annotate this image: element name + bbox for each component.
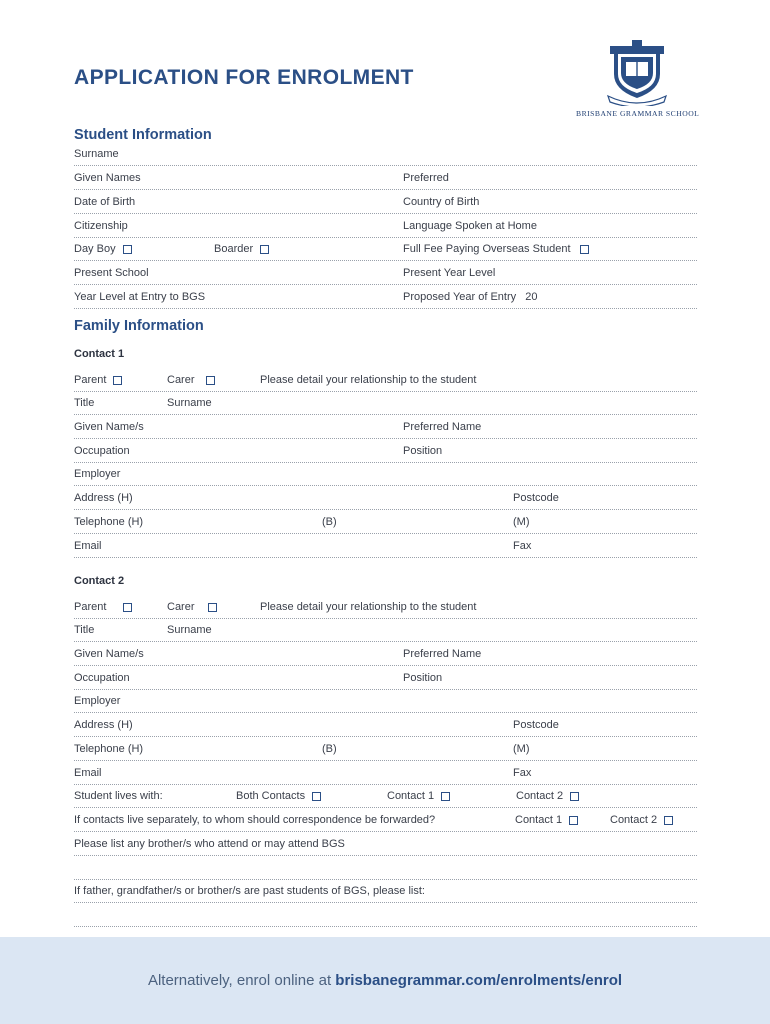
both-contacts-label: Both Contacts bbox=[236, 790, 306, 802]
lives-with-contact-2-checkbox[interactable] bbox=[570, 792, 579, 801]
given-names-label: Given Name/s bbox=[74, 421, 144, 433]
contact-2-carer-option[interactable] bbox=[167, 601, 217, 614]
brothers-label: Please list any brother/s who attend or may attend BGS bbox=[74, 838, 345, 850]
contact-1-parent-checkbox[interactable] bbox=[113, 376, 122, 385]
contact-2-relationship-label: Please detail your relationship to the student bbox=[260, 601, 477, 613]
title-label: Title bbox=[74, 624, 95, 636]
contact-1-heading: Contact 1 bbox=[74, 348, 125, 360]
address-label: Address (H) bbox=[74, 492, 133, 504]
correspondence-contact-2-checkbox[interactable] bbox=[664, 816, 673, 825]
email-label: Email bbox=[74, 540, 102, 552]
preferred-label: Preferred bbox=[403, 172, 449, 184]
contact-1-relationship-label: Please detail your relationship to the student bbox=[260, 374, 477, 386]
dob-row[interactable] bbox=[74, 193, 697, 214]
past-students-blank-line[interactable] bbox=[74, 904, 697, 927]
lives-with-contact-1-option[interactable] bbox=[387, 790, 450, 803]
telephone-home-label: Telephone (H) bbox=[74, 516, 144, 528]
lives-with-both-checkbox[interactable] bbox=[312, 792, 321, 801]
enrolment-type-row bbox=[74, 240, 697, 261]
occupation-label: Occupation bbox=[74, 445, 130, 457]
employer-label: Employer bbox=[74, 468, 121, 480]
carer-label: Carer bbox=[167, 601, 195, 613]
parent-label: Parent bbox=[74, 374, 107, 386]
contact-2-label: Contact 2 bbox=[516, 790, 564, 802]
present-school-row[interactable] bbox=[74, 264, 697, 285]
contact-1-parent-option[interactable] bbox=[74, 374, 122, 387]
contact-1-carer-checkbox[interactable] bbox=[206, 376, 215, 385]
surname-label: Surname bbox=[167, 397, 212, 409]
past-students-label: If father, grandfather/s or brother/s are past students of BGS, please list: bbox=[74, 885, 425, 897]
boarder-option[interactable] bbox=[214, 243, 269, 256]
school-logo bbox=[576, 40, 698, 120]
correspondence-contact-1-checkbox[interactable] bbox=[569, 816, 578, 825]
contact-1-type-row bbox=[74, 371, 697, 392]
contact-1-label: Contact 1 bbox=[387, 790, 435, 802]
past-students-row[interactable] bbox=[74, 882, 697, 903]
brothers-blank-line[interactable] bbox=[74, 857, 697, 880]
contact-2-occupation-row[interactable] bbox=[74, 669, 697, 690]
telephone-mobile-label: (M) bbox=[513, 516, 530, 528]
enrol-online-link[interactable]: brisbanegrammar.com/enrolments/enrol bbox=[335, 972, 623, 989]
given-names-label: Given Names bbox=[74, 172, 141, 184]
contact-1-title-row[interactable] bbox=[74, 394, 697, 415]
carer-label: Carer bbox=[167, 374, 195, 386]
title-label: Title bbox=[74, 397, 95, 409]
contact-2-address-row[interactable] bbox=[74, 716, 697, 737]
contact-2-carer-checkbox[interactable] bbox=[208, 603, 217, 612]
year-entry-label: Year Level at Entry to BGS bbox=[74, 291, 206, 303]
present-year-label: Present Year Level bbox=[403, 267, 496, 279]
boarder-label: Boarder bbox=[214, 243, 254, 255]
citizenship-label: Citizenship bbox=[74, 220, 128, 232]
footer-text bbox=[148, 972, 622, 989]
contact-1-employer-row[interactable] bbox=[74, 465, 697, 486]
contact-1-telephone-row[interactable] bbox=[74, 513, 697, 534]
school-name: BRISBANE GRAMMAR SCHOOL bbox=[576, 109, 700, 118]
surname-label: Surname bbox=[74, 148, 119, 160]
student-information-heading: Student Information bbox=[74, 127, 212, 143]
position-label: Position bbox=[403, 445, 443, 457]
contact-2-telephone-row[interactable] bbox=[74, 740, 697, 761]
surname-row[interactable] bbox=[74, 145, 697, 166]
occupation-label: Occupation bbox=[74, 672, 130, 684]
present-school-label: Present School bbox=[74, 267, 149, 279]
full-fee-label: Full Fee Paying Overseas Student bbox=[403, 243, 571, 255]
brothers-row[interactable] bbox=[74, 835, 697, 856]
correspondence-contact-1-option[interactable] bbox=[515, 814, 578, 827]
proposed-year-label: Proposed Year of Entry 20 bbox=[403, 291, 538, 303]
correspondence-row bbox=[74, 811, 697, 832]
correspondence-label: If contacts live separately, to whom should correspondence be forwarded? bbox=[74, 814, 436, 826]
contact-2-label: Contact 2 bbox=[610, 814, 658, 826]
family-information-heading: Family Information bbox=[74, 318, 204, 334]
contact-1-occupation-row[interactable] bbox=[74, 442, 697, 463]
given-names-label: Given Name/s bbox=[74, 648, 144, 660]
dob-label: Date of Birth bbox=[74, 196, 136, 208]
surname-label: Surname bbox=[167, 624, 212, 636]
telephone-home-label: Telephone (H) bbox=[74, 743, 144, 755]
year-entry-row[interactable] bbox=[74, 288, 697, 309]
preferred-name-label: Preferred Name bbox=[403, 648, 482, 660]
lives-with-contact-1-checkbox[interactable] bbox=[441, 792, 450, 801]
school-crest-icon bbox=[606, 40, 668, 106]
language-label: Language Spoken at Home bbox=[403, 220, 537, 232]
contact-2-parent-option[interactable] bbox=[74, 601, 132, 614]
contact-1-carer-option[interactable] bbox=[167, 374, 215, 387]
footer-prefix: Alternatively, enrol online at bbox=[147, 972, 336, 989]
citizenship-row[interactable] bbox=[74, 217, 697, 238]
employer-label: Employer bbox=[74, 695, 121, 707]
telephone-mobile-label: (M) bbox=[513, 743, 530, 755]
preferred-name-label: Preferred Name bbox=[403, 421, 482, 433]
position-label: Position bbox=[403, 672, 443, 684]
footer-banner bbox=[0, 937, 770, 1024]
contact-2-email-row[interactable] bbox=[74, 764, 697, 785]
contact-2-type-row bbox=[74, 598, 697, 619]
contact-1-email-row[interactable] bbox=[74, 537, 697, 558]
telephone-business-label: (B) bbox=[322, 743, 337, 755]
country-of-birth-label: Country of Birth bbox=[403, 196, 480, 208]
lives-with-label: Student lives with: bbox=[74, 790, 163, 802]
contact-1-given-row[interactable] bbox=[74, 418, 697, 439]
contact-2-given-row[interactable] bbox=[74, 645, 697, 666]
address-label: Address (H) bbox=[74, 719, 133, 731]
parent-label: Parent bbox=[74, 601, 107, 613]
contact-1-address-row[interactable] bbox=[74, 489, 697, 510]
telephone-business-label: (B) bbox=[322, 516, 337, 528]
email-label: Email bbox=[74, 767, 102, 779]
lives-with-both-option[interactable] bbox=[236, 790, 321, 803]
contact-1-label: Contact 1 bbox=[515, 814, 563, 826]
fax-label: Fax bbox=[513, 767, 532, 779]
correspondence-contact-2-option[interactable] bbox=[610, 814, 673, 827]
contact-2-employer-row[interactable] bbox=[74, 692, 697, 713]
day-boy-checkbox[interactable] bbox=[123, 245, 132, 254]
boarder-checkbox[interactable] bbox=[260, 245, 269, 254]
full-fee-option[interactable] bbox=[403, 243, 589, 256]
day-boy-label: Day Boy bbox=[74, 243, 116, 255]
lives-with-row bbox=[74, 787, 697, 808]
given-names-row[interactable] bbox=[74, 169, 697, 190]
contact-2-title-row[interactable] bbox=[74, 621, 697, 642]
postcode-label: Postcode bbox=[513, 719, 559, 731]
contact-2-heading: Contact 2 bbox=[74, 575, 125, 587]
contact-2-parent-checkbox[interactable] bbox=[123, 603, 132, 612]
full-fee-checkbox[interactable] bbox=[580, 245, 589, 254]
fax-label: Fax bbox=[513, 540, 532, 552]
postcode-label: Postcode bbox=[513, 492, 559, 504]
day-boy-option[interactable] bbox=[74, 243, 132, 256]
form-title: APPLICATION FOR ENROLMENT bbox=[74, 66, 414, 89]
lives-with-contact-2-option[interactable] bbox=[516, 790, 579, 803]
